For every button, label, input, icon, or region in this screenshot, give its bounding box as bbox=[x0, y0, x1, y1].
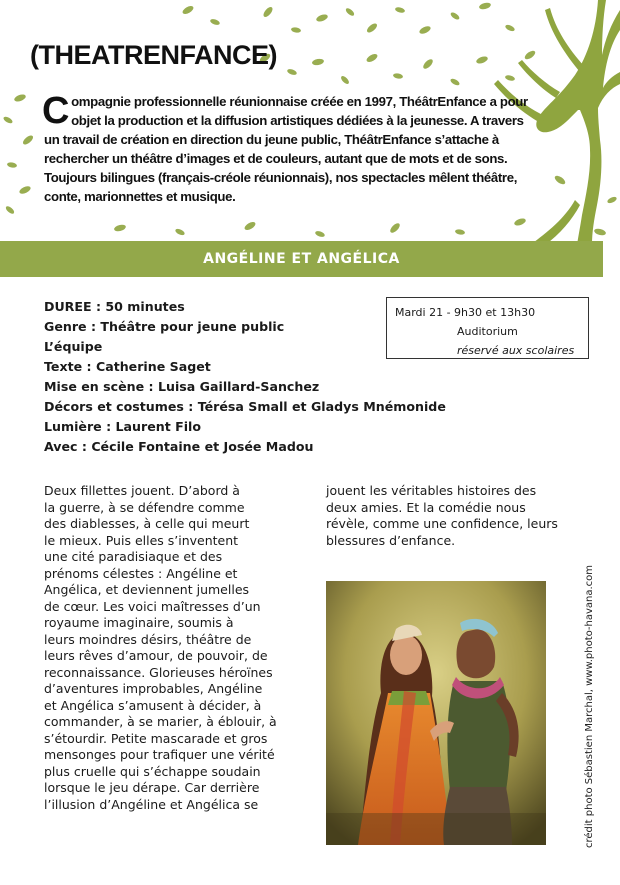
description-line: reconnaissance. Glorieuses héroïnes bbox=[44, 664, 273, 680]
description-line: plus cruelle qui s’échappe soudain bbox=[44, 763, 261, 779]
schedule-note: réservé aux scolaires bbox=[457, 344, 575, 357]
description-line: la guerre, à se défendre comme bbox=[44, 499, 245, 515]
credit-line: Décors et costumes : Térésa Small et Gladys Mnémonide bbox=[44, 399, 446, 414]
description-line: une cité paradisiaque et des bbox=[44, 549, 223, 564]
description-line: commander, à se marier, à éblouir, à bbox=[44, 714, 277, 729]
show-title: ANGÉLINE ET ANGÉLICA bbox=[203, 251, 400, 267]
description-line: Deux fillettes jouent. D’abord à bbox=[44, 483, 240, 498]
description-line: leurs rêves d’amour, de pouvoir, de bbox=[44, 648, 268, 663]
credit-line: Avec : Cécile Fontaine et Josée Madou bbox=[44, 439, 314, 454]
intro-line: Toujours bilingues (français-créole réunionnais), nos spectacles mêlent théâtre, bbox=[44, 170, 518, 185]
description-column-1 bbox=[44, 483, 294, 813]
intro-drop-cap: C bbox=[42, 90, 70, 132]
description-column-2 bbox=[326, 483, 581, 549]
description-line: l’illusion d’Angéline et Angélica se bbox=[44, 796, 259, 812]
schedule-date: Mardi 21 - 9h30 et 13h30 bbox=[395, 306, 536, 319]
intro-line: un travail de création en direction du jeune public, ThéâtrEnfance s’attache à bbox=[44, 132, 499, 147]
show-photo bbox=[326, 581, 546, 845]
company-intro bbox=[44, 92, 580, 206]
description-line: des diablesses, à celle qui meurt bbox=[44, 516, 250, 531]
company-title: (THEATRENFANCE) bbox=[30, 40, 277, 70]
description-line: et Angélica s’amusent à décider, à bbox=[44, 697, 262, 713]
description-line: d’aventures improbables, Angéline bbox=[44, 681, 263, 696]
description-line: s’étourdir. Petite mascarade et gros bbox=[44, 730, 268, 746]
description-line: de cœur. Les voici maîtresses d’un bbox=[44, 598, 261, 614]
description-line: prénoms célestes : Angéline et bbox=[44, 565, 238, 581]
credit-line: DUREE : 50 minutes bbox=[44, 299, 185, 314]
description-line: deux amies. Et la comédie nous bbox=[326, 499, 526, 515]
description-line: le mieux. Puis elles s’inventent bbox=[44, 532, 239, 548]
description-line: révèle, comme une confidence, leurs bbox=[326, 516, 558, 531]
credit-line: Genre : Théâtre pour jeune public bbox=[44, 319, 285, 334]
intro-line: rechercher un théâtre d’images et de couleurs, autant que de mots et de sons. bbox=[44, 151, 508, 166]
description-line: mensonges pour trafiquer une vérité bbox=[44, 747, 275, 762]
description-line: royaume imaginaire, soumis à bbox=[44, 615, 234, 630]
schedule-venue: Auditorium bbox=[457, 325, 518, 338]
credit-line: Texte : Catherine Saget bbox=[44, 359, 211, 374]
description-line: Angélica, et deviennent jumelles bbox=[44, 582, 250, 597]
description-line: blessures d’enfance. bbox=[326, 532, 456, 548]
show-title-banner bbox=[0, 241, 603, 277]
intro-line: objet la production et la diffusion artistiques dédiées à la jeunesse. A travers bbox=[71, 113, 524, 128]
credit-line: L’équipe bbox=[44, 339, 103, 354]
description-line: lorsque le jeu dérape. Car derrière bbox=[44, 780, 260, 795]
schedule-box bbox=[386, 297, 589, 359]
intro-line: conte, marionnettes et musique. bbox=[44, 189, 236, 204]
description-line: leurs moindres désirs, théâtre de bbox=[44, 631, 252, 647]
description-line: jouent les véritables histoires des bbox=[326, 483, 537, 498]
photo-credit: crédit photo Sébastien Marchal, www.photo-havana.com bbox=[584, 564, 595, 848]
intro-line: ompagnie professionnelle réunionnaise créée en 1997, ThéâtrEnfance a pour bbox=[71, 94, 528, 109]
credit-line: Lumière : Laurent Filo bbox=[44, 419, 202, 434]
credit-line: Mise en scène : Luisa Gaillard-Sanchez bbox=[44, 379, 320, 394]
